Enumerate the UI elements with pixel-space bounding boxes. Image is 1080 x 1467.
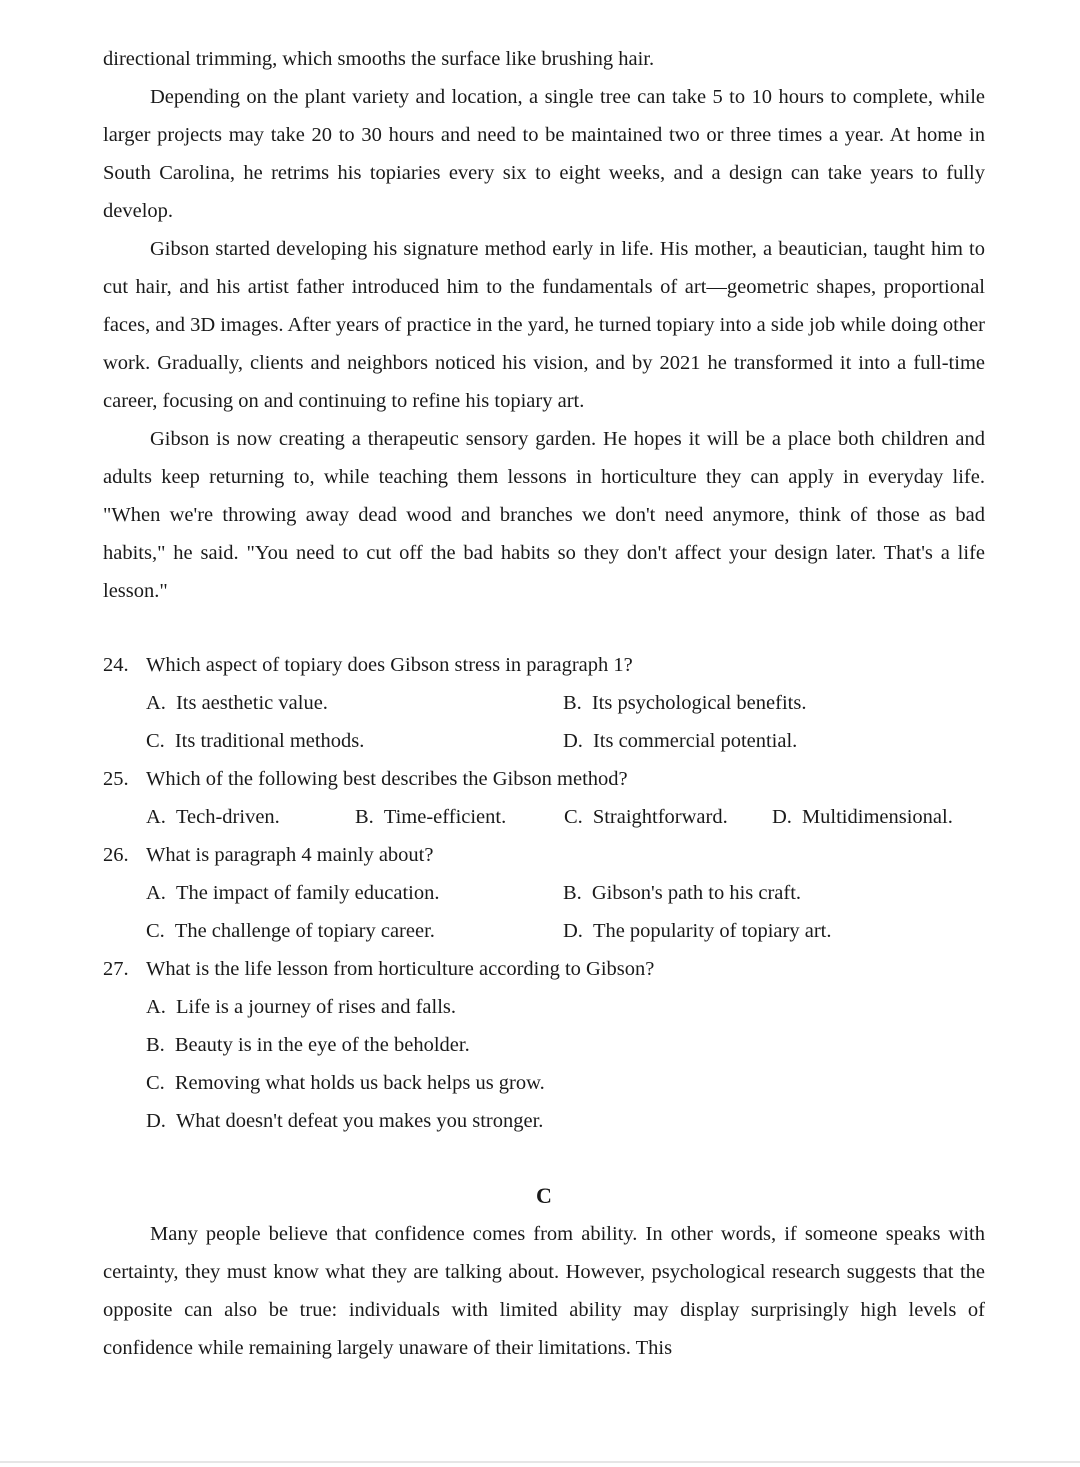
option-letter: D. (146, 1110, 166, 1132)
option-d (563, 912, 980, 950)
exam-page (103, 40, 985, 1367)
option-text: Life is a journey of rises and falls. (175, 996, 457, 1018)
passage-b-paragraph-4: Gibson is now creating a therapeutic sensory garden. He hopes it will be a place both children and adults keep returning to, while teaching them lessons in horticulture they can apply in everyday life. "When we're throwing away dead wood and branches we don't need anymore, think of those as bad habits," he said. "You need to cut off the bad habits so they don't affect your design later. That's a life lesson." (103, 428, 985, 602)
option-text: Time-efficient. (383, 806, 507, 828)
question-list (103, 646, 985, 1140)
option-text: Tech-driven. (175, 806, 280, 828)
option-text: Straightforward. (592, 806, 728, 828)
option-letter: A. (146, 996, 166, 1018)
option-a (146, 874, 563, 912)
option-letter: B. (146, 1034, 165, 1056)
question-26 (103, 836, 985, 950)
option-letter: A. (146, 806, 166, 828)
passage-b-paragraph-3: Gibson started developing his signature method early in life. His mother, a beautician, taught him to cut hair, and his artist father introduced him to the fundamentals of art—geometric shapes, proportional faces, and 3D images. After years of practice in the yard, he turned topiary into a side job while doing other work. Gradually, clients and neighbors noticed his vision, and by 2021 he transformed it into a full-time career, focusing on and continuing to refine his topiary art. (103, 238, 985, 412)
option-letter: C. (146, 920, 165, 942)
option-text: Its traditional methods. (174, 730, 365, 752)
option-d (563, 722, 980, 760)
question-text: Which aspect of topiary does Gibson stress in paragraph 1? (146, 654, 633, 676)
question-stem (103, 950, 985, 988)
option-group (146, 684, 985, 760)
option-a (146, 684, 563, 722)
option-d (772, 798, 980, 836)
option-text: The challenge of topiary career. (174, 920, 435, 942)
option-b (563, 874, 980, 912)
option-group (146, 874, 985, 950)
question-27 (103, 950, 985, 1140)
option-group (146, 798, 985, 836)
option-letter: B. (563, 882, 582, 904)
option-letter: C. (146, 730, 165, 752)
option-text: Removing what holds us back helps us grow. (174, 1072, 545, 1094)
option-b (355, 798, 564, 836)
question-text: What is the life lesson from horticulture according to Gibson? (146, 958, 655, 980)
option-text: Multidimensional. (801, 806, 953, 828)
passage-c (103, 1177, 985, 1367)
option-a (146, 798, 355, 836)
option-text: Gibson's path to his craft. (591, 882, 802, 904)
option-text: Its psychological benefits. (591, 692, 807, 714)
option-b (563, 684, 980, 722)
question-stem (103, 646, 985, 684)
question-number: 25. (103, 768, 129, 790)
option-text: Beauty is in the eye of the beholder. (174, 1034, 470, 1056)
option-letter: D. (563, 730, 583, 752)
passage-b-paragraph-1: directional trimming, which smooths the surface like brushing hair. (103, 48, 655, 70)
option-c (146, 722, 563, 760)
option-c (146, 1064, 946, 1102)
question-text: What is paragraph 4 mainly about? (146, 844, 434, 866)
option-letter: C. (146, 1072, 165, 1094)
option-text: Its commercial potential. (592, 730, 798, 752)
option-group (146, 988, 985, 1140)
page-bottom-edge (0, 1461, 1080, 1463)
question-24 (103, 646, 985, 760)
passage-b-paragraph-2: Depending on the plant variety and location, a single tree can take 5 to 10 hours to complete, while larger projects may take 20 to 30 hours and need to be maintained two or three times a year. At home in South Carolina, he retrims his topiaries every six to eight weeks, and a design can take years to fully develop. (103, 86, 985, 222)
option-letter: D. (563, 920, 583, 942)
question-number: 26. (103, 844, 129, 866)
option-a (146, 988, 946, 1026)
option-c (146, 912, 563, 950)
section-heading: C (536, 1183, 552, 1208)
question-text: Which of the following best describes the Gibson method? (146, 768, 628, 790)
option-text: What doesn't defeat you makes you stronger. (175, 1110, 544, 1132)
option-text: The popularity of topiary art. (592, 920, 832, 942)
question-stem (103, 760, 985, 798)
question-stem (103, 836, 985, 874)
option-letter: B. (355, 806, 374, 828)
option-c (564, 798, 772, 836)
option-letter: A. (146, 882, 166, 904)
option-letter: A. (146, 692, 166, 714)
question-number: 24. (103, 654, 129, 676)
option-letter: D. (772, 806, 792, 828)
option-text: Its aesthetic value. (175, 692, 328, 714)
option-letter: B. (563, 692, 582, 714)
passage-c-paragraph-1: Many people believe that confidence comes from ability. In other words, if someone speaks with certainty, they must know what they are talking about. However, psychological research suggests that the opposite can also be true: individuals with limited ability may display surprisingly high levels of confidence while remaining largely unaware of their limitations. This (103, 1223, 985, 1359)
option-letter: C. (564, 806, 583, 828)
passage-b (103, 40, 985, 610)
option-b (146, 1026, 946, 1064)
question-25 (103, 760, 985, 836)
option-d (146, 1102, 946, 1140)
question-number: 27. (103, 958, 129, 980)
option-text: The impact of family education. (175, 882, 440, 904)
